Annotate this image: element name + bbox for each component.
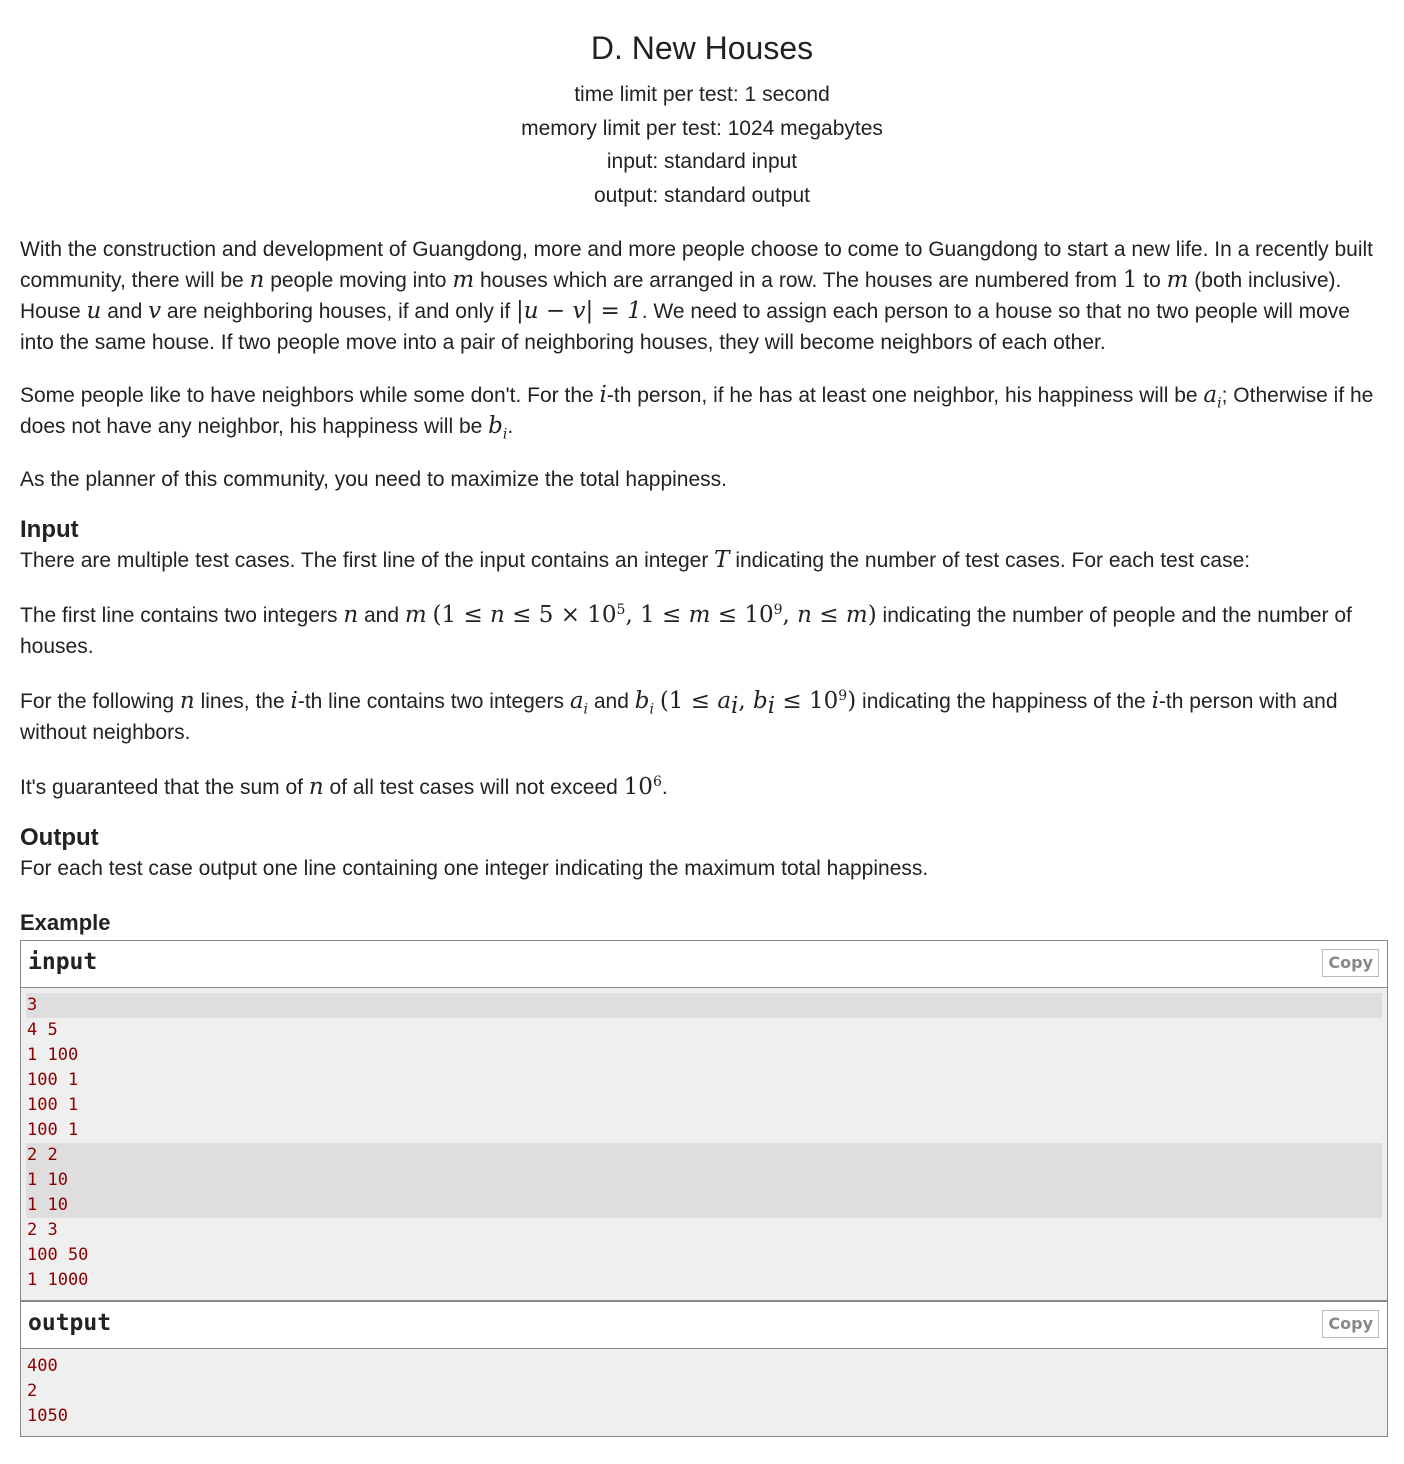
superscript: 6: [652, 774, 662, 790]
sample-input: [21, 941, 1387, 1300]
legend-paragraph-3: As the planner of this community, you need to maximize the total happiness.: [20, 468, 727, 491]
text: -th line contains two integers: [297, 690, 570, 713]
math-n: n: [179, 688, 195, 714]
math-part: b: [753, 688, 768, 714]
subscript: i: [502, 426, 508, 443]
text: There are multiple test cases. The first line of the input contains an integer: [20, 549, 715, 572]
text: indicating the number of test cases. For each test case:: [729, 549, 1251, 572]
problem-header: [20, 0, 1384, 212]
text: Some people like to have neighbors while some don't. For the: [20, 384, 600, 407]
text: -th person with and without neighbors.: [20, 690, 1338, 744]
sample-output-content[interactable]: [21, 1349, 1387, 1436]
sample-input-line: 100 50: [27, 1245, 89, 1265]
sample-output-line: 1050: [27, 1406, 68, 1426]
math-m: m: [452, 267, 475, 293]
math-i: i: [290, 688, 298, 714]
sample-output-line: 2: [27, 1381, 38, 1401]
text: are neighboring houses, if and only if: [161, 300, 516, 323]
sample-input-title: input: [28, 949, 98, 975]
subscript: i: [649, 701, 654, 718]
math-part: ≤ 5 × 10: [504, 602, 617, 628]
text: of all test cases will not exceed: [323, 776, 624, 799]
sample-input-line: 100 1: [27, 1120, 79, 1140]
legend-paragraph-2: [20, 380, 1384, 442]
math-i: i: [1151, 688, 1159, 714]
text: houses which are arranged in a row. The houses are numbered from: [474, 269, 1123, 292]
math-var: a: [1203, 382, 1218, 408]
memory-limit: memory limit per test: 1024 megabytes: [521, 116, 883, 140]
output-file: output: standard output: [594, 183, 810, 207]
text: indicating the happiness of the: [856, 690, 1152, 713]
text: .: [661, 776, 668, 799]
math-n: n: [343, 602, 359, 628]
math-var: b: [488, 413, 503, 439]
superscript: 9: [773, 602, 783, 618]
math-part: a: [717, 688, 732, 714]
output-section-title: Output: [20, 824, 99, 851]
text: With the construction and development of Guangdong, more and more people choose to come to Guangdong to start a new life. In a recently built community, there will be: [20, 238, 1373, 292]
math-b-i: [488, 413, 508, 443]
math-part: n: [797, 602, 812, 628]
math-v: v: [148, 298, 162, 324]
math-var: b: [634, 688, 650, 714]
math-part: ≤ 10: [775, 688, 839, 714]
sample-input-line: 1 100: [27, 1045, 79, 1065]
math-constraints: [433, 604, 877, 627]
text: and: [588, 690, 635, 713]
sample-input-line: 100 1: [27, 1095, 79, 1115]
sample-test-box: [20, 940, 1388, 1437]
sample-input-content[interactable]: [21, 988, 1387, 1300]
math-var: a: [569, 688, 584, 714]
math-constraints: [659, 688, 857, 720]
problem-title: D. New Houses: [590, 30, 814, 66]
sample-input-header: [21, 941, 1387, 988]
math-u: u: [86, 298, 102, 324]
subscript: i: [731, 693, 739, 720]
copy-input-button[interactable]: Copy: [1322, 949, 1379, 977]
text: (both inclusive). House: [20, 269, 1342, 323]
sample-input-line: 2 2: [26, 1143, 1382, 1168]
subscript: i: [767, 693, 776, 720]
math-n: n: [308, 774, 324, 800]
text: For the following: [20, 690, 180, 713]
legend-paragraph-1: [20, 234, 1384, 358]
math-part: , 1 ≤: [625, 602, 689, 628]
text: people moving into: [264, 269, 453, 292]
sample-input-line: 4 5: [27, 1020, 58, 1040]
copy-output-button[interactable]: Copy: [1322, 1310, 1379, 1338]
math-m: m: [1166, 267, 1189, 293]
superscript: 5: [616, 602, 626, 618]
text: -th person, if he has at least one neighbor, his happiness will be: [606, 384, 1204, 407]
input-paragraph-3: [20, 686, 1384, 748]
input-section-title: Input: [20, 516, 79, 543]
math-part: ,: [738, 688, 754, 714]
math-part: m: [845, 602, 868, 628]
sample-input-line: 100 1: [27, 1070, 79, 1090]
subscript: i: [583, 701, 589, 718]
text: .: [507, 415, 514, 438]
sample-input-line: 2 3: [27, 1220, 58, 1240]
math-part: ≤: [811, 602, 846, 628]
math-T: T: [714, 547, 730, 573]
math-neighbor-condition: |u − v| = 1: [516, 298, 642, 324]
math-part: ): [867, 602, 877, 628]
sample-input-line: 1 10: [26, 1193, 1382, 1218]
math-part: ≤ 10: [710, 602, 774, 628]
sample-input-line: 3: [26, 993, 1382, 1018]
text: and: [101, 300, 149, 323]
text: It's guaranteed that the sum of: [20, 776, 309, 799]
math-part: ,: [782, 602, 798, 628]
text: lines, the: [194, 690, 291, 713]
math-m: m: [404, 602, 427, 628]
text: ; Otherwise if he does not have any neighbor, his happiness will be: [20, 384, 1374, 438]
time-limit: time limit per test: 1 second: [574, 83, 830, 106]
math-part: m: [688, 602, 711, 628]
sample-input-line: 1 1000: [27, 1270, 89, 1290]
math-ten-power: 10: [623, 774, 653, 800]
math-n: n: [249, 267, 265, 293]
sample-output-title: output: [28, 1310, 112, 1336]
text: to: [1137, 269, 1167, 292]
math-part: (1 ≤: [659, 688, 718, 714]
math-b-i: [634, 688, 654, 718]
input-file: input: standard input: [606, 150, 798, 173]
math-a-i: [569, 688, 589, 718]
input-paragraph-1: [20, 545, 1384, 576]
sample-output: [21, 1300, 1387, 1436]
sample-input-line: 1 10: [26, 1168, 1382, 1193]
math-i: i: [599, 382, 607, 408]
text: The first line contains two integers: [20, 604, 344, 627]
text: and: [358, 604, 405, 627]
math-part: n: [490, 602, 505, 628]
sample-output-header: [21, 1302, 1387, 1349]
sample-tests: [20, 908, 1384, 1437]
math-one: 1: [1122, 267, 1138, 293]
math-part: ): [847, 688, 857, 714]
example-title: Example: [20, 910, 111, 935]
input-paragraph-4: [20, 772, 1384, 803]
output-specification: [20, 823, 1384, 884]
math-a-i: [1203, 382, 1222, 412]
output-paragraph: For each test case output one line containing one integer indicating the maximum total happiness.: [20, 857, 929, 880]
subscript: i: [1217, 395, 1222, 412]
text: indicating the number of people and the number of houses.: [20, 604, 1352, 658]
superscript: 9: [838, 688, 848, 704]
sample-output-line: 400: [27, 1356, 58, 1376]
input-specification: [20, 515, 1384, 803]
text: . We need to assign each person to a house so that no two people will move into the same house. If two people move into a pair of neighboring houses, they will become neighbors of each other.: [20, 300, 1350, 354]
legend: [20, 234, 1384, 495]
math-part: (1 ≤: [432, 602, 491, 628]
input-paragraph-2: [20, 600, 1384, 662]
